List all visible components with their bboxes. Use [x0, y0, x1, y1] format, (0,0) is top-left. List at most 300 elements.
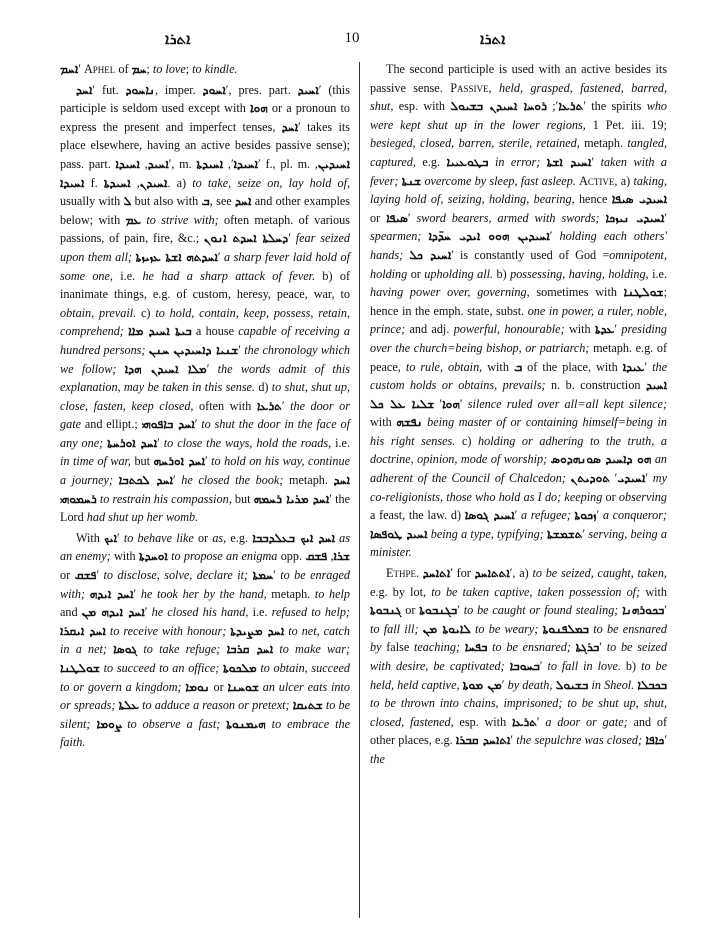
- body-text: esp. with: [453, 714, 512, 729]
- italic-gloss: refused to help;: [271, 605, 350, 620]
- italic-gloss: to shut the door in the face of any one;: [60, 417, 350, 450]
- body-text: c): [136, 305, 156, 320]
- syriac-word: ܠ: [123, 194, 132, 209]
- italic-gloss: to be seized with desire, be captivated;: [370, 640, 667, 673]
- body-text: ʹ the Lord: [60, 491, 350, 525]
- italic-gloss: having power over, governing,: [370, 285, 530, 300]
- italic-gloss: omnipotent, holding: [370, 247, 667, 281]
- body-text: i.e.: [112, 268, 143, 283]
- body-text: ʹ, a): [509, 566, 533, 581]
- syriac-word: ܗܝܡܢܘܬܐ: [226, 716, 266, 731]
- body-text: ,: [139, 156, 148, 171]
- syriac-word: ܬܪܥܐ: [558, 99, 584, 114]
- syriac-word: ܐܬܐܚܕ: [422, 566, 451, 581]
- italic-gloss: taking, laying hold of, seizing, holding, bearing,: [370, 173, 668, 207]
- italic-gloss: obtain, prevail.: [60, 305, 137, 320]
- italic-gloss: held, grasped, fastened, barred, shut,: [370, 80, 668, 114]
- syriac-word: ܐܚܕ ܐܝܕܗ ܡܢ: [81, 605, 145, 620]
- italic-gloss: to be seized, caught, taken,: [532, 566, 667, 581]
- syriac-word: ܐܚܝܕ: [297, 82, 319, 97]
- syriac-word: ܐܚܕ ܠܟܬܒܐ: [118, 473, 173, 488]
- body-text: ʹ: [459, 396, 468, 411]
- italic-gloss: to kindle.: [192, 62, 238, 76]
- syriac-word: ܗܘ ܕܐܚܝܕ ܣܘܢܗܕܘܣ: [550, 452, 652, 467]
- syriac-word: ܐܚܝܕܢ: [139, 175, 168, 190]
- italic-gloss: teaching;: [414, 640, 461, 655]
- italic-gloss: a sharp fever laid hold of some one,: [60, 249, 350, 283]
- syriac-word: ܦܫܩ: [74, 568, 97, 583]
- dictionary-paragraph: [60, 60, 350, 79]
- column-divider: [359, 62, 360, 918]
- syriac-word: ܐܘܚܕܬܐ: [138, 549, 168, 564]
- syriac-word: ܒܫܝܘܠ: [555, 677, 589, 692]
- syriac-word: ܐܚܕ ܩܪܒܐ: [226, 642, 274, 657]
- syriac-word: ܐܚܕ: [281, 119, 299, 134]
- italic-gloss: to propose an enigma: [167, 549, 278, 564]
- italic-gloss: taken with a fever;: [370, 154, 667, 188]
- body-text: ʹ: [664, 210, 668, 225]
- italic-gloss: one in power, a ruler, noble, prince;: [370, 303, 667, 337]
- syriac-word: ܒܚܘܒܐ: [509, 659, 540, 673]
- syriac-word: ܒܟܘܪܗܢܐ: [622, 603, 665, 618]
- italic-gloss: to love: [152, 62, 186, 76]
- syriac-word: ܐܝܟ: [104, 530, 117, 545]
- italic-gloss: an ulcer eats into or spreads;: [60, 679, 351, 713]
- body-text: ʹ: [238, 342, 245, 357]
- body-text: ʹ f., pl. m.: [258, 156, 315, 171]
- syriac-word: ܪܘܚܐ ܐܚܝܕܢ ܒܫܝܘܠ: [450, 99, 547, 114]
- italic-gloss: he had a sharp attack of fever.: [142, 268, 316, 283]
- syriac-word: ܐܚܕ: [76, 82, 93, 97]
- body-text: metaph.: [579, 136, 628, 151]
- body-text: c): [455, 433, 479, 448]
- syriac-word: ܫܘܠܛܢܐ: [60, 661, 100, 675]
- body-text: but: [231, 491, 254, 506]
- italic-gloss: to obtain, succeed to or govern a kingdom;: [60, 661, 350, 694]
- syriac-word: ܐܬܐܚܕ ܩܒܪܐ: [455, 733, 511, 748]
- italic-gloss: to succeed to an office;: [99, 661, 220, 675]
- body-text: esp. with: [393, 99, 451, 114]
- body-text: with: [370, 415, 397, 430]
- syriac-word: ܕܚܠܬܐ ܐܚܕܬ ܐܢܘܢ: [203, 231, 289, 246]
- body-text: ; hence in the emph. state, subst.: [370, 285, 667, 318]
- syriac-word: ܚܡ: [131, 62, 147, 76]
- syriac-word: ܫܘܚܢܐ: [227, 679, 259, 694]
- syriac-word: ܫܪܐ: [333, 549, 351, 564]
- body-text: e.g.: [415, 154, 447, 169]
- body-text: ʹ: [664, 603, 668, 618]
- body-text: ʹ: [644, 359, 653, 374]
- body-text: ;: [185, 62, 193, 76]
- body-text: , see: [209, 194, 235, 209]
- italic-gloss: in error;: [488, 154, 541, 169]
- body-text: ʹ: [549, 229, 560, 244]
- italic-gloss: fear seized upon them all;: [60, 231, 350, 264]
- italic-gloss: the chronology which we follow;: [60, 342, 351, 376]
- body-text: ʹ;: [546, 99, 559, 114]
- syriac-word: ܒܦܚܐ: [464, 640, 488, 655]
- syriac-word: ܐܚܝܕܐ: [115, 156, 140, 171]
- body-text: ʹ: [157, 435, 164, 450]
- italic-gloss: he closed the book;: [181, 473, 284, 488]
- italic-gloss: to adduce a reason or pretext;: [139, 698, 290, 713]
- italic-gloss: he took her by the hand,: [140, 586, 267, 601]
- body-text: or: [193, 530, 213, 545]
- syriac-word: ܒܪܓܬܐ: [575, 640, 600, 655]
- syriac-word: ܦܫܩ: [305, 549, 328, 564]
- italic-gloss: to be thrown into chains, imprisoned;: [370, 696, 563, 711]
- body-text: usually with: [60, 194, 124, 209]
- italic-gloss: had shut up her womb.: [86, 510, 199, 525]
- italic-gloss: to shut, shut up, close, fasten, keep closed,: [60, 380, 350, 413]
- syriac-word: ܓܢܒܘܬܐ: [370, 603, 402, 618]
- body-text: . a): [167, 175, 193, 190]
- body-text: with: [564, 322, 595, 337]
- left-column: [60, 60, 350, 754]
- body-text: opp.: [277, 549, 306, 564]
- dictionary-paragraph: [370, 60, 667, 562]
- italic-gloss: to be ensnared;: [487, 640, 571, 655]
- body-text: [421, 229, 428, 243]
- syriac-word: ܐܚܕ ܡܪܝܐ ܪܚܡܗ: [253, 491, 330, 506]
- right-column: [370, 60, 667, 771]
- body-text: ʹ: [591, 154, 601, 169]
- syriac-word: ܐܚܝܕܝ: [617, 471, 646, 486]
- syriac-word: ܐܚܝܕܐ: [60, 175, 85, 190]
- syriac-word: ܐܚܝܕ ܓܘܣܐ: [464, 508, 515, 523]
- body-text: ʹ: [172, 473, 182, 488]
- body-text: ʹ: [273, 568, 281, 583]
- italic-gloss: to take refuge;: [137, 642, 221, 657]
- body-text: or: [60, 568, 75, 583]
- body-text: and ellipt.;: [80, 417, 142, 432]
- body-text: ʹ: [664, 733, 668, 748]
- body-text: b) of inanimate things, e.g. of custom, heresy, peace, war, to: [60, 268, 350, 302]
- italic-gloss: in time of war,: [60, 454, 131, 469]
- syriac-word: ܨܘܡܐ: [96, 716, 122, 731]
- italic-gloss: tangled, captured,: [370, 136, 667, 169]
- italic-gloss: being a type, typifying;: [427, 526, 544, 541]
- running-head-right: ܐܬܪܐ: [480, 30, 506, 48]
- body-text: of: [115, 62, 132, 76]
- body-text: of the place, with: [522, 359, 623, 374]
- body-text: or: [370, 210, 387, 225]
- italic-gloss: to behave like: [123, 530, 194, 545]
- italic-gloss: to hold, contain, keep, possess, retain, comprehend;: [60, 305, 350, 339]
- body-text: or: [401, 603, 420, 618]
- italic-gloss: to make war;: [273, 642, 351, 657]
- body-text: and other examples below; with: [60, 194, 351, 227]
- body-text: ʹ: [407, 210, 417, 225]
- italic-gloss: besieged, closed, barren, sterile, retained,: [370, 136, 580, 151]
- body-text: with: [640, 584, 668, 599]
- syriac-word: ܐܚܕ ܐܘܪܚܬܐ: [107, 435, 158, 450]
- stem-label: Aphel: [84, 62, 116, 76]
- body-text: ,: [130, 175, 140, 190]
- syriac-word: ܬܪܥܐ: [256, 398, 282, 413]
- body-text: ʹ: [457, 603, 464, 618]
- italic-gloss: as an enemy;: [60, 530, 350, 564]
- italic-gloss: as,: [212, 530, 227, 545]
- syriac-word: ܢܘܡܐ: [185, 679, 210, 694]
- syriac-word: ܒܡܠܦܢܘܬܐ: [542, 621, 589, 636]
- body-text: ʹ: [133, 586, 141, 601]
- body-text: ʹ: [116, 530, 124, 545]
- body-text: with: [482, 359, 514, 374]
- body-text: n. b. construction: [545, 378, 646, 393]
- body-text: ʹ: [614, 322, 622, 337]
- body-text: e.g.: [226, 530, 253, 545]
- syriac-word: ܐܚܝܕܝܢ: [317, 156, 351, 171]
- body-text: a): [617, 173, 634, 188]
- italic-gloss: overcome by sleep, fast asleep.: [421, 173, 576, 188]
- italic-gloss: to receive with honour;: [105, 623, 227, 638]
- italic-gloss: serving, being a minister.: [370, 526, 667, 560]
- italic-gloss: the door or gate: [60, 398, 350, 432]
- body-text: ʹ: [288, 231, 296, 246]
- syriac-word: ܟܐܦܐ: [645, 733, 665, 748]
- stem-label: Ethpe.: [386, 566, 419, 581]
- body-text: ,: [327, 549, 334, 564]
- italic-gloss: to observe a fast;: [121, 716, 221, 731]
- syriac-word: ܐܚܕ ܪܚܡܘܗܝ: [60, 473, 350, 506]
- body-text: false: [381, 640, 414, 655]
- italic-gloss: presiding over the church=being bishop, or patriarch;: [370, 322, 667, 355]
- syriac-word: ܗܘܐ: [249, 101, 268, 116]
- italic-gloss: to be silent;: [60, 698, 351, 731]
- italic-gloss: observing: [618, 489, 667, 504]
- syriac-word: ܬܫܡܫܬܐ: [547, 526, 583, 541]
- italic-gloss: the sepulchre was closed;: [516, 733, 643, 748]
- italic-gloss: to disclose, solve, declare it;: [103, 568, 249, 583]
- body-text: ʹ: [609, 471, 618, 486]
- italic-gloss: holding or adhering to the truth, a doctrine, opinion, mode of worship;: [370, 433, 668, 467]
- syriac-word: ܡܢ ܡܘܬܐ: [462, 677, 502, 692]
- body-text: ʹ: [514, 508, 521, 523]
- dictionary-paragraph: [60, 529, 350, 752]
- body-text: The second participle is used with an active besides its passive sense.: [370, 62, 667, 95]
- body-text: ʹ fut.: [92, 82, 126, 97]
- syriac-word: ܐܚܘܕ: [202, 82, 226, 97]
- italic-gloss: to help: [314, 586, 351, 601]
- body-text: ʹ: [217, 249, 225, 264]
- italic-gloss: being master of or containing himself=being in his right senses.: [370, 415, 668, 448]
- body-text: but: [130, 454, 154, 469]
- body-text: with: [110, 549, 139, 564]
- syriac-word: ܒܓܢܒܘܬܐ: [419, 603, 458, 618]
- body-text: a feast, the law. d): [370, 508, 465, 523]
- body-text: ʹ takes its place elsewhere, having an active besides passive sense); pass. part.: [60, 119, 350, 171]
- body-text: ʹ the spirits: [583, 99, 647, 114]
- syriac-word: ܐܚܝܕ ܟܠ: [409, 247, 452, 262]
- syriac-word: ܐܚܝܕ ܛܘܦܣܐ: [370, 526, 428, 541]
- syriac-word: ܐܚܝܕ: [147, 156, 169, 171]
- syriac-word: ܢܦܫܗ: [396, 415, 423, 430]
- body-text: metaph.: [283, 473, 334, 488]
- body-text: and of other places, e.g.: [370, 714, 668, 748]
- body-text: ʹ: [78, 62, 84, 76]
- syriac-word: ܐܚܝܕܬܐ: [103, 175, 131, 190]
- body-text: 1 Pet. iii. 19;: [585, 117, 668, 132]
- body-text: ʹ: [281, 398, 291, 413]
- italic-gloss: my co-religionists, those who hold as I do; keeping: [370, 471, 668, 504]
- syriac-word: ܫܘܠܛܢܐ: [623, 285, 664, 300]
- italic-gloss: holding each others' hands;: [370, 229, 668, 262]
- italic-gloss: in Sheol.: [588, 677, 635, 692]
- page-number: 10: [344, 30, 360, 46]
- body-text: ʹ is constantly used of God =: [451, 247, 610, 262]
- syriac-word: ܥܕܬܐ: [594, 322, 615, 337]
- body-text: ʹ: [645, 471, 653, 486]
- body-text: i.e.: [648, 266, 667, 281]
- syriac-word: ܣܝܦܐ: [386, 210, 408, 225]
- italic-gloss: the custom holds or obtains, prevails;: [370, 359, 668, 393]
- body-text: ʹ: [539, 659, 548, 673]
- body-text: ʹ: [205, 454, 212, 469]
- syriac-word: ܐܚܝܕܝ ܢܝܙܟܐ: [605, 210, 665, 225]
- body-text: b): [493, 266, 511, 281]
- italic-gloss: the words admit of this explanation, may be taken in this sense.: [60, 361, 351, 395]
- body-text: f.: [84, 175, 104, 190]
- body-text: ʹ: [582, 526, 589, 541]
- body-text: sometimes with: [529, 285, 624, 300]
- body-text: b): [620, 659, 642, 673]
- italic-gloss: to hold on his way, continue a journey;: [60, 454, 350, 488]
- italic-gloss: a door or gate;: [545, 714, 628, 729]
- syriac-word: ܥܡ: [125, 212, 142, 227]
- body-text: d): [255, 380, 272, 395]
- syriac-word: ܐܚܝܕ ܗܘܐ: [442, 378, 667, 411]
- syriac-word: ܐܚܝܕܐ: [233, 156, 259, 171]
- body-text: or: [209, 679, 228, 694]
- body-text: ,: [314, 156, 318, 171]
- body-text: or a pronoun to express the present and imperfect tenses,: [60, 101, 350, 134]
- italic-gloss: a refugee;: [520, 508, 571, 523]
- syriac-word: ܬܪܥܐ: [511, 714, 537, 729]
- body-text: a house: [191, 324, 239, 339]
- syriac-word: ܐܚܕ ܐܘܪܚܗ: [153, 454, 206, 469]
- body-text: or: [407, 266, 425, 281]
- syriac-word: ܠܐܝܘܬܐ ܡܢ: [422, 621, 471, 636]
- syriac-word: ܐܚܕ ܐܝܟ ܒܥܠܕܒܒܐ: [252, 530, 335, 545]
- body-text: often with: [193, 398, 257, 413]
- body-text: hence: [574, 192, 612, 207]
- syriac-word: ܓܘܣܐ: [113, 642, 138, 657]
- syriac-word: ܐܚܕ ܒܐܦܘܗܝ: [141, 417, 195, 432]
- italic-gloss: to close the ways, hold the roads,: [163, 435, 332, 450]
- syriac-word: ܫܬܝܩܐ: [292, 698, 323, 713]
- italic-gloss: who were kept shut up in the lower regions,: [370, 99, 668, 132]
- body-text: ʹ: [596, 508, 603, 523]
- stem-label: Active,: [579, 173, 618, 188]
- syriac-word: ܥܠܬܐ: [118, 698, 140, 713]
- body-text: and: [60, 605, 82, 620]
- body-text: e.g. by lot,: [370, 584, 432, 599]
- italic-gloss: to be taken captive, taken possession of;: [431, 584, 641, 599]
- italic-gloss: to take, seize on, lay hold of,: [192, 175, 351, 190]
- body-text: ʹ,: [223, 156, 234, 171]
- italic-gloss: to embrace the faith.: [60, 716, 350, 750]
- syriac-word: ܐܚܝܕܝ ܣܝܦܐ: [611, 192, 668, 207]
- syriac-word: ܐܚܕ: [234, 194, 252, 209]
- italic-gloss: silence ruled over all=all kept silence;: [467, 396, 668, 411]
- page-header: [0, 30, 704, 54]
- syriac-word: ܐܚܡ: [60, 62, 79, 76]
- body-text: ʹ for: [450, 566, 475, 581]
- italic-gloss: to be held, held captive,: [370, 659, 668, 692]
- syriac-word: ܒܛܘܥܝܝܐ: [446, 154, 489, 169]
- italic-gloss: possessing, having, holding,: [510, 266, 649, 281]
- body-text: metaph.: [266, 586, 315, 601]
- body-text: ʹ: [194, 417, 202, 432]
- body-text: often metaph. of various passions, of pain, fire, &c.;: [60, 212, 350, 246]
- body-text: [492, 81, 499, 95]
- syriac-word: ܡܠܐ ܐܚܝܕܢ ܗܕܐ: [124, 361, 207, 376]
- body-text: ʹ: [599, 640, 607, 655]
- syriac-word: ܐܚܝܕ ܐܫܬܐ: [546, 154, 592, 169]
- body-text: ʹ: [501, 677, 508, 692]
- body-text: With: [76, 530, 105, 545]
- syriac-word: ܒ: [513, 359, 523, 374]
- italic-gloss: spearmen;: [370, 229, 422, 244]
- syriac-word: ܐܚܕ ܐܝܕܗ: [89, 586, 134, 601]
- italic-gloss: to be enraged with;: [60, 568, 351, 601]
- running-head-left: ܐܬܪܐ: [165, 30, 191, 48]
- body-text: ʹ: [434, 396, 443, 411]
- body-text: ;: [146, 62, 153, 76]
- italic-gloss: to rule, obtain,: [405, 359, 483, 374]
- body-text: i.e.: [331, 435, 351, 450]
- body-text: ʹ (this participle is seldom used except with: [60, 82, 350, 116]
- syriac-word: ܐܚܝܕܬܐ: [196, 156, 224, 171]
- syriac-word: ܐܚܕ ܡܨܝܕܬܐ: [230, 623, 285, 638]
- italic-gloss: to fall in love.: [547, 659, 621, 673]
- syriac-word: ܢܐܚܘܕ: [125, 82, 155, 97]
- body-text: [116, 362, 124, 376]
- syriac-word: ܐܬܬܐܚܕ: [474, 566, 510, 581]
- dictionary-paragraph: [370, 564, 667, 769]
- italic-gloss: to be shut up, shut, closed, fastened,: [370, 696, 668, 729]
- italic-gloss: powerful, honourable;: [453, 322, 565, 337]
- italic-gloss: to be caught or found stealing;: [463, 603, 619, 618]
- body-text: ʹ: [536, 714, 546, 729]
- syriac-word: ܒ: [201, 194, 210, 209]
- italic-gloss: sword bearers, armed with swords;: [416, 210, 600, 225]
- body-text: ʹ: [96, 568, 104, 583]
- body-text: ʹ: [510, 733, 517, 748]
- body-text: ʹ: [144, 605, 152, 620]
- syriac-word: ܬܘܕܝܬܢ: [570, 471, 610, 486]
- syriac-word: ܫܠܝܐ ܥܠ ܟܠ: [370, 396, 435, 411]
- syriac-word: ܐܚܕ ܐܝܩܪܐ: [60, 623, 106, 638]
- italic-gloss: an adherent of the Council of Chalcedon;: [370, 452, 668, 486]
- italic-gloss: to fall ill;: [370, 621, 419, 636]
- body-text: i.e.: [248, 605, 272, 620]
- body-text: or: [602, 489, 619, 504]
- italic-gloss: to be weary;: [470, 621, 539, 636]
- body-text: and adj.: [405, 322, 454, 337]
- syriac-word: ܒܝܬܐ ܐܚܝܕ ܡܐܐ: [128, 324, 192, 339]
- syriac-word: ܚܡܬܐ: [252, 568, 274, 583]
- syriac-word: ܥܝܕܐ: [622, 359, 645, 374]
- body-text: but also with: [131, 194, 202, 209]
- body-text: metaph. e.g. of peace,: [370, 340, 667, 374]
- italic-gloss: to restrain his compassion,: [96, 491, 232, 506]
- italic-gloss: by death,: [507, 677, 553, 692]
- italic-gloss: capable of receiving a hundred persons;: [60, 324, 351, 357]
- italic-gloss: to strive with;: [141, 212, 219, 227]
- syriac-word: ܐܚܕܬܗ ܐܫܬܐ ܥܙܝܙܬܐ: [135, 249, 218, 264]
